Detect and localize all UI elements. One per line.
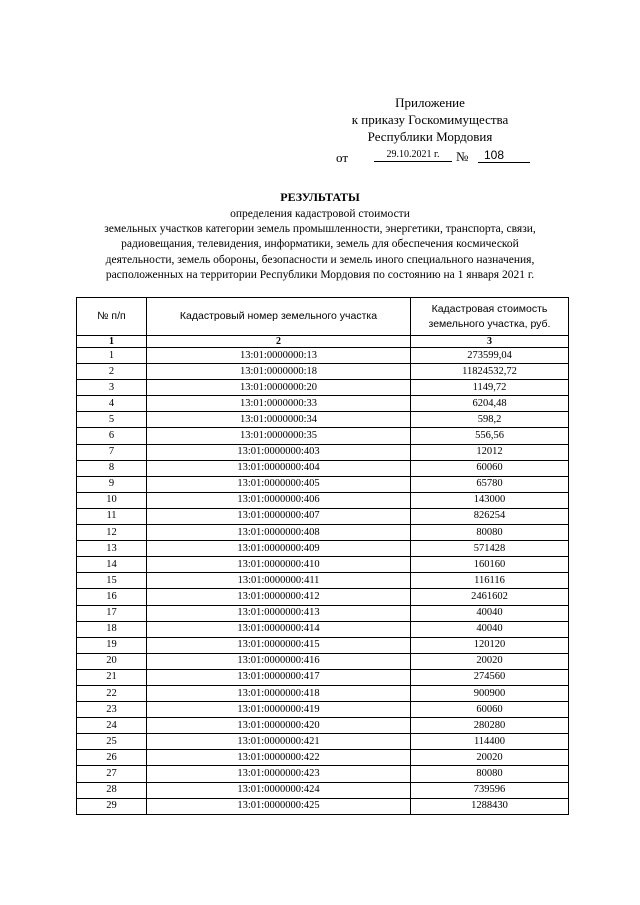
column-number: 2 bbox=[147, 336, 411, 348]
row-index: 12 bbox=[77, 525, 147, 541]
order-date-line bbox=[330, 148, 530, 164]
appendix-republic: Республики Мордовия bbox=[367, 129, 493, 144]
row-index: 19 bbox=[77, 637, 147, 653]
row-cadastral-value: 143000 bbox=[411, 492, 569, 508]
table-row bbox=[77, 525, 569, 541]
row-cadastral-number: 13:01:0000000:415 bbox=[147, 637, 411, 653]
row-index: 17 bbox=[77, 605, 147, 621]
date-prefix: от bbox=[336, 150, 349, 165]
row-cadastral-value: 65780 bbox=[411, 476, 569, 492]
table-row bbox=[77, 669, 569, 685]
document-title: РЕЗУЛЬТАТЫ bbox=[280, 190, 360, 204]
row-cadastral-value: 1288430 bbox=[411, 798, 569, 814]
row-cadastral-number: 13:01:0000000:411 bbox=[147, 573, 411, 589]
row-cadastral-number: 13:01:0000000:13 bbox=[147, 348, 411, 364]
table-row bbox=[77, 637, 569, 653]
row-cadastral-value: 20020 bbox=[411, 653, 569, 669]
row-index: 1 bbox=[77, 348, 147, 364]
row-index: 4 bbox=[77, 396, 147, 412]
row-cadastral-value: 6204,48 bbox=[411, 396, 569, 412]
row-cadastral-number: 13:01:0000000:407 bbox=[147, 508, 411, 524]
row-cadastral-number: 13:01:0000000:418 bbox=[147, 685, 411, 701]
table-row bbox=[77, 734, 569, 750]
description-line: деятельности, земель обороны, безопасности и земель иного специального назначения, bbox=[105, 253, 535, 266]
row-cadastral-value: 1149,72 bbox=[411, 380, 569, 396]
row-cadastral-value: 116116 bbox=[411, 573, 569, 589]
row-cadastral-value: 556,56 bbox=[411, 428, 569, 444]
row-cadastral-number: 13:01:0000000:18 bbox=[147, 364, 411, 380]
row-cadastral-value: 160160 bbox=[411, 557, 569, 573]
row-cadastral-number: 13:01:0000000:423 bbox=[147, 766, 411, 782]
table-row bbox=[77, 557, 569, 573]
row-cadastral-value: 2461602 bbox=[411, 589, 569, 605]
row-cadastral-value: 60060 bbox=[411, 702, 569, 718]
row-cadastral-number: 13:01:0000000:413 bbox=[147, 605, 411, 621]
table-row bbox=[77, 605, 569, 621]
row-cadastral-value: 571428 bbox=[411, 541, 569, 557]
table-row bbox=[77, 766, 569, 782]
row-cadastral-number: 13:01:0000000:410 bbox=[147, 557, 411, 573]
row-index: 3 bbox=[77, 380, 147, 396]
table-row bbox=[77, 428, 569, 444]
document-description bbox=[60, 207, 580, 283]
row-cadastral-value: 80080 bbox=[411, 525, 569, 541]
description-line: определения кадастровой стоимости bbox=[230, 208, 410, 220]
row-index: 16 bbox=[77, 589, 147, 605]
row-index: 14 bbox=[77, 557, 147, 573]
description-line: радиовещания, телевидения, информатики, земель для обеспечения космической bbox=[121, 238, 519, 251]
row-cadastral-number: 13:01:0000000:419 bbox=[147, 702, 411, 718]
row-cadastral-value: 12012 bbox=[411, 444, 569, 460]
row-index: 11 bbox=[77, 508, 147, 524]
row-cadastral-number: 13:01:0000000:35 bbox=[147, 428, 411, 444]
column-number-row bbox=[77, 336, 569, 348]
row-cadastral-number: 13:01:0000000:425 bbox=[147, 798, 411, 814]
row-index: 10 bbox=[77, 492, 147, 508]
row-cadastral-value: 280280 bbox=[411, 718, 569, 734]
table-row bbox=[77, 492, 569, 508]
row-cadastral-value: 40040 bbox=[411, 621, 569, 637]
table-row bbox=[77, 460, 569, 476]
table-row bbox=[77, 621, 569, 637]
row-index: 21 bbox=[77, 669, 147, 685]
row-cadastral-number: 13:01:0000000:417 bbox=[147, 669, 411, 685]
row-index: 7 bbox=[77, 444, 147, 460]
row-index: 9 bbox=[77, 476, 147, 492]
row-cadastral-number: 13:01:0000000:408 bbox=[147, 525, 411, 541]
table-row bbox=[77, 750, 569, 766]
table-row bbox=[77, 685, 569, 701]
header-index: № п/п bbox=[77, 298, 147, 336]
row-cadastral-number: 13:01:0000000:403 bbox=[147, 444, 411, 460]
row-cadastral-value: 274560 bbox=[411, 669, 569, 685]
header-cadastral-value: Кадастровая стоимость земельного участка, руб. bbox=[411, 298, 569, 336]
table-row bbox=[77, 718, 569, 734]
row-cadastral-value: 900900 bbox=[411, 685, 569, 701]
row-cadastral-value: 80080 bbox=[411, 766, 569, 782]
cadastral-value-table bbox=[76, 297, 569, 815]
row-index: 25 bbox=[77, 734, 147, 750]
table-row bbox=[77, 541, 569, 557]
row-cadastral-number: 13:01:0000000:420 bbox=[147, 718, 411, 734]
row-cadastral-number: 13:01:0000000:424 bbox=[147, 782, 411, 798]
row-cadastral-value: 120120 bbox=[411, 637, 569, 653]
column-number: 1 bbox=[77, 336, 147, 348]
number-label: № bbox=[456, 149, 469, 164]
row-cadastral-number: 13:01:0000000:34 bbox=[147, 412, 411, 428]
appendix-title: Приложение bbox=[395, 95, 465, 110]
column-number: 3 bbox=[411, 336, 569, 348]
row-cadastral-value: 273599,04 bbox=[411, 348, 569, 364]
row-cadastral-number: 13:01:0000000:422 bbox=[147, 750, 411, 766]
row-index: 24 bbox=[77, 718, 147, 734]
table-row bbox=[77, 380, 569, 396]
row-cadastral-number: 13:01:0000000:33 bbox=[147, 396, 411, 412]
appendix-order-ref: к приказу Госкомимущества bbox=[351, 112, 509, 127]
row-index: 20 bbox=[77, 653, 147, 669]
row-cadastral-number: 13:01:0000000:421 bbox=[147, 734, 411, 750]
row-cadastral-number: 13:01:0000000:405 bbox=[147, 476, 411, 492]
row-cadastral-value: 739596 bbox=[411, 782, 569, 798]
appendix-header bbox=[320, 94, 540, 145]
table-row bbox=[77, 348, 569, 364]
table-row bbox=[77, 444, 569, 460]
order-date: 29.10.2021 г. bbox=[374, 148, 452, 162]
header-cadastral-number: Кадастровый номер земельного участка bbox=[147, 298, 411, 336]
row-cadastral-value: 598,2 bbox=[411, 412, 569, 428]
row-index: 6 bbox=[77, 428, 147, 444]
row-index: 29 bbox=[77, 798, 147, 814]
row-index: 5 bbox=[77, 412, 147, 428]
row-cadastral-number: 13:01:0000000:414 bbox=[147, 621, 411, 637]
order-number: 108 bbox=[478, 148, 530, 163]
row-index: 15 bbox=[77, 573, 147, 589]
row-cadastral-number: 13:01:0000000:416 bbox=[147, 653, 411, 669]
row-cadastral-value: 60060 bbox=[411, 460, 569, 476]
row-index: 26 bbox=[77, 750, 147, 766]
row-index: 8 bbox=[77, 460, 147, 476]
table-row bbox=[77, 589, 569, 605]
table-row bbox=[77, 412, 569, 428]
description-line: земельных участков категории земель промышленности, энергетики, транспорта, связи, bbox=[104, 223, 536, 236]
row-index: 22 bbox=[77, 685, 147, 701]
table-row bbox=[77, 508, 569, 524]
table-row bbox=[77, 396, 569, 412]
row-cadastral-value: 20020 bbox=[411, 750, 569, 766]
table-row bbox=[77, 702, 569, 718]
row-cadastral-number: 13:01:0000000:20 bbox=[147, 380, 411, 396]
row-cadastral-number: 13:01:0000000:404 bbox=[147, 460, 411, 476]
table-header-row bbox=[77, 298, 569, 336]
row-cadastral-value: 40040 bbox=[411, 605, 569, 621]
row-index: 27 bbox=[77, 766, 147, 782]
table-row bbox=[77, 798, 569, 814]
row-index: 18 bbox=[77, 621, 147, 637]
row-index: 28 bbox=[77, 782, 147, 798]
row-index: 13 bbox=[77, 541, 147, 557]
table-row bbox=[77, 364, 569, 380]
row-cadastral-value: 114400 bbox=[411, 734, 569, 750]
row-cadastral-number: 13:01:0000000:406 bbox=[147, 492, 411, 508]
row-index: 2 bbox=[77, 364, 147, 380]
row-cadastral-number: 13:01:0000000:409 bbox=[147, 541, 411, 557]
table-row bbox=[77, 476, 569, 492]
table-row bbox=[77, 653, 569, 669]
row-index: 23 bbox=[77, 702, 147, 718]
table-row bbox=[77, 782, 569, 798]
row-cadastral-value: 11824532,72 bbox=[411, 364, 569, 380]
row-cadastral-number: 13:01:0000000:412 bbox=[147, 589, 411, 605]
table-row bbox=[77, 573, 569, 589]
row-cadastral-value: 826254 bbox=[411, 508, 569, 524]
description-line: расположенных на территории Республики Мордовия по состоянию на 1 января 2021 г. bbox=[105, 268, 535, 281]
